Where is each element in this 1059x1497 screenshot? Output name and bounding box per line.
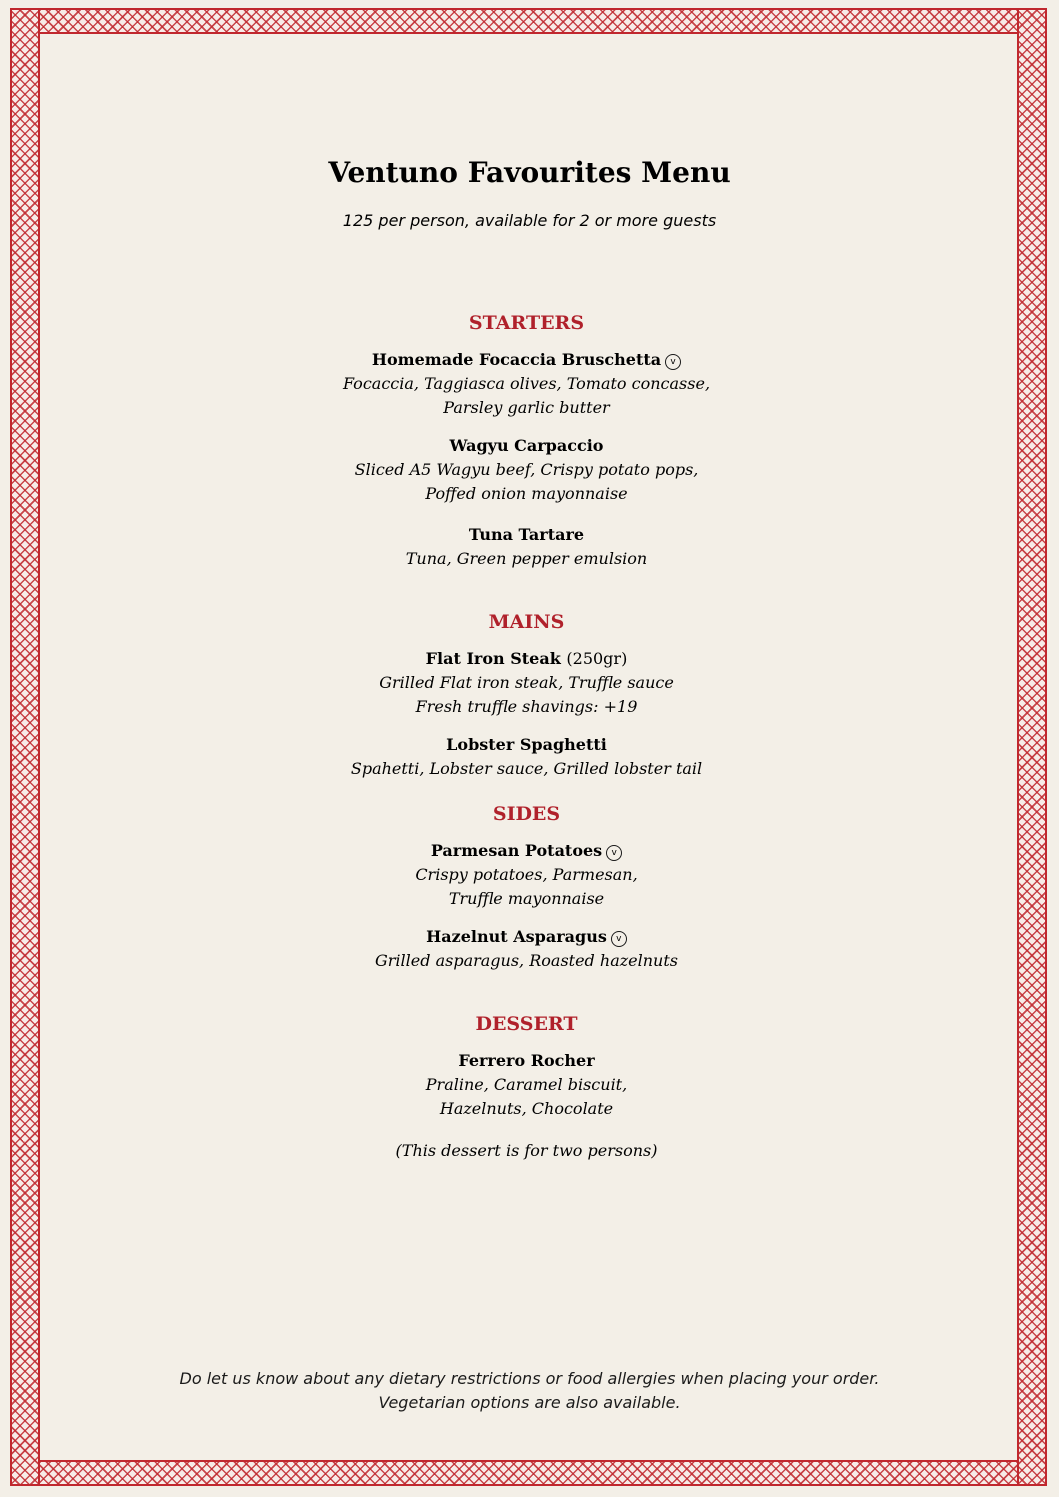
menu-item	[0, 925, 1053, 973]
menu-title: Ventuno Favourites Menu	[328, 156, 731, 189]
menu-subtitle: 125 per person, available for 2 or more guests	[342, 211, 717, 230]
section-dessert	[0, 1013, 1053, 1163]
section-title-sides: SIDES	[492, 803, 561, 825]
vegetarian-icon: v	[665, 354, 681, 370]
section-title-starters: STARTERS	[468, 312, 585, 334]
item-description: Grilled asparagus, Roasted hazelnuts	[375, 951, 678, 970]
item-description: Tuna, Green pepper emulsion	[405, 549, 648, 568]
dessert-note: (This dessert is for two persons)	[395, 1141, 658, 1160]
decorative-border-bottom	[10, 1460, 1047, 1486]
footer-line: Do let us know about any dietary restrictions or food allergies when placing your order.	[179, 1369, 880, 1388]
section-mains	[0, 611, 1053, 795]
section-sides	[0, 803, 1053, 987]
item-description: Crispy potatoes, Parmesan,	[415, 865, 638, 884]
menu-item	[0, 839, 1053, 911]
item-description: Sliced A5 Wagyu beef, Crispy potato pops,	[354, 460, 699, 479]
item-description: Grilled Flat iron steak, Truffle sauce	[379, 673, 674, 692]
item-description: Poffed onion mayonnaise	[425, 484, 628, 503]
item-name: Lobster Spaghetti	[446, 735, 607, 754]
item-description: Parsley garlic butter	[443, 398, 610, 417]
item-name: Wagyu Carpaccio	[449, 436, 604, 455]
footer-note	[0, 1367, 1059, 1415]
item-name: Hazelnut Asparagus	[426, 927, 607, 946]
footer-line: Vegetarian options are also available.	[378, 1393, 681, 1412]
item-description: Truffle mayonnaise	[448, 889, 605, 908]
menu-item	[0, 434, 1053, 506]
item-name: Parmesan Potatoes	[430, 841, 603, 860]
item-description: Praline, Caramel biscuit,	[425, 1075, 628, 1094]
item-name: Tuna Tartare	[468, 525, 585, 544]
section-title-mains: MAINS	[488, 611, 565, 633]
decorative-border-top	[10, 8, 1047, 34]
item-description: Focaccia, Taggiasca olives, Tomato concasse,	[342, 374, 711, 393]
vegetarian-icon: v	[606, 845, 622, 861]
vegetarian-icon: v	[611, 931, 627, 947]
menu-item	[0, 733, 1053, 781]
menu-item	[0, 523, 1053, 571]
menu-item	[0, 348, 1053, 420]
menu-item	[0, 1049, 1053, 1121]
item-name: Flat Iron Steak	[425, 649, 561, 668]
section-title-dessert: DESSERT	[475, 1013, 578, 1035]
item-name: Ferrero Rocher	[458, 1051, 595, 1070]
section-starters	[0, 312, 1053, 585]
item-description: Hazelnuts, Chocolate	[439, 1099, 614, 1118]
item-weight: (250gr)	[566, 649, 628, 668]
item-description: Fresh truffle shavings: +19	[415, 697, 638, 716]
item-description: Spahetti, Lobster sauce, Grilled lobster tail	[350, 759, 703, 778]
menu-item	[0, 647, 1053, 719]
item-name: Homemade Focaccia Bruschetta	[371, 350, 662, 369]
